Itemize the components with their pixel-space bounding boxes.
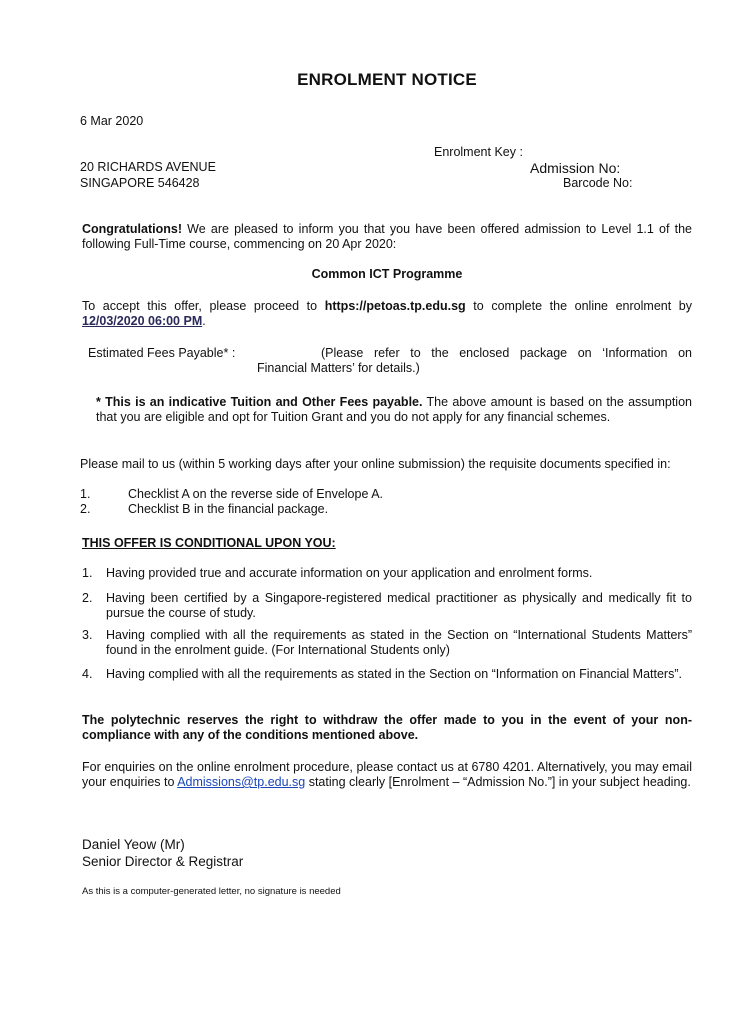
admission-no-label: Admission No: <box>530 160 621 176</box>
condition-text: Having complied with all the requirements as stated in the Section on “Information on Financial Matters”. <box>106 667 682 681</box>
indicative-fees-paragraph <box>96 395 692 425</box>
checklist-text: Checklist B in the financial package. <box>128 502 329 516</box>
condition-number: 2. <box>82 591 93 605</box>
checklist-number: 1. <box>80 487 91 501</box>
enrolment-key-label: Enrolment Key : <box>434 145 523 159</box>
address-line-1: 20 RICHARDS AVENUE <box>80 160 216 174</box>
condition-number: 3. <box>82 628 93 642</box>
condition-item <box>82 628 692 658</box>
intro-text: We are pleased to inform you that you have been offered admission to Level 1.1 of the following Full-Time course, commencing on 20 Apr 2020: <box>82 222 692 251</box>
intro-paragraph <box>82 222 692 252</box>
address-line-2: SINGAPORE 546428 <box>80 176 200 190</box>
portal-url-link[interactable]: https://petoas.tp.edu.sg <box>324 299 466 313</box>
condition-text: Having provided true and accurate information on your application and enrolment forms. <box>106 566 593 580</box>
letter-date: 6 Mar 2020 <box>80 114 144 128</box>
condition-text: Having complied with all the requirements as stated in the Section on “International Students Matters” found in the enrolment guide. (For International Students only) <box>106 628 692 657</box>
condition-text: Having been certified by a Singapore-registered medical practitioner as physically and medically fit to pursue the course of study. <box>106 591 692 620</box>
condition-number: 1. <box>82 566 93 580</box>
accept-text-pre: To accept this offer, please proceed to <box>82 299 325 313</box>
enquiries-paragraph <box>82 760 692 790</box>
course-name: Common ICT Programme <box>311 267 463 281</box>
admissions-email-link[interactable]: Admissions@tp.edu.sg <box>177 775 306 789</box>
condition-item <box>82 566 692 581</box>
enquiries-text-post: stating clearly [Enrolment – “Admission No.”] in your subject heading. <box>305 775 691 789</box>
fees-note-line-2: Financial Matters’ for details.) <box>257 361 420 375</box>
checklist-number: 2. <box>80 502 91 516</box>
accept-text-mid: to complete the online enrolment by <box>465 299 692 313</box>
mail-instruction: Please mail to us (within 5 working days after your online submission) the requisite documents specified in: <box>80 457 671 471</box>
signatory-name: Daniel Yeow (Mr) <box>82 837 185 852</box>
indicative-fees-bold: * This is an indicative Tuition and Other Fees payable. <box>96 395 423 409</box>
accept-paragraph <box>82 299 692 329</box>
condition-item <box>82 591 692 621</box>
enquiries-text-pre: For enquiries on the online enrolment procedure, please contact us at 6780 4201. Alternatively, you may email your enquiries to <box>82 760 692 789</box>
congratulations-text: Congratulations! <box>82 222 182 236</box>
indicative-fees-text: The above amount is based on the assumption that you are eligible and opt for Tuition Grant and you do not apply for any financial schemes. <box>96 395 692 424</box>
barcode-no-label: Barcode No: <box>563 176 633 190</box>
estimated-fees-label: Estimated Fees Payable* : <box>88 346 236 360</box>
condition-number: 4. <box>82 667 93 681</box>
checklist-item <box>80 502 328 517</box>
document-title: ENROLMENT NOTICE <box>297 70 477 89</box>
signatory-role: Senior Director & Registrar <box>82 854 244 869</box>
checklist-item <box>80 487 383 502</box>
footer-note: As this is a computer-generated letter, no signature is needed <box>82 886 341 897</box>
checklist-text: Checklist A on the reverse side of Envelope A. <box>128 487 384 501</box>
fees-note-line-1: (Please refer to the enclosed package on ‘Information on <box>321 346 692 360</box>
enrolment-deadline: 12/03/2020 06:00 PM <box>82 314 203 328</box>
condition-item <box>82 667 692 682</box>
accept-text-post: . <box>202 314 206 328</box>
withdraw-notice: The polytechnic reserves the right to withdraw the offer made to you in the event of your non-compliance with any of the conditions mentioned above. <box>82 713 692 742</box>
conditional-heading: THIS OFFER IS CONDITIONAL UPON YOU: <box>82 536 336 550</box>
